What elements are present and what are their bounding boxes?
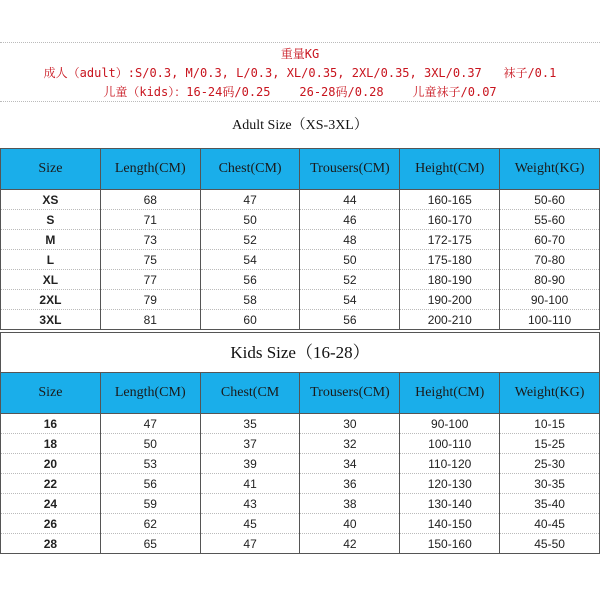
header-row [1,373,600,414]
table-cell: 30-35 [500,474,600,494]
column-header: Trousers(CM) [300,149,400,190]
weight-notes-kids: 儿童（kids）：16-24码/0.25 26-28码/0.28 儿童袜子/0.07 [103,85,497,99]
column-header: Chest(CM) [200,149,300,190]
table-cell: 80-90 [500,270,600,290]
table-cell: 59 [100,494,200,514]
table-cell: 54 [200,250,300,270]
table-cell: 43 [200,494,300,514]
table-cell: 46 [300,210,400,230]
table-row [1,474,600,494]
kids-size-table [0,372,600,554]
table-cell: 10-15 [500,414,600,434]
weight-notes [0,42,600,102]
table-cell: 58 [200,290,300,310]
table-cell: 53 [100,454,200,474]
table-cell: 45 [200,514,300,534]
table-cell: 77 [100,270,200,290]
column-header: Length(CM) [100,149,200,190]
table-row [1,250,600,270]
table-cell: 130-140 [400,494,500,514]
table-cell: 160-165 [400,190,500,210]
table-cell: 50-60 [500,190,600,210]
table-cell: 50 [300,250,400,270]
size-cell: 24 [1,494,101,514]
table-cell: 34 [300,454,400,474]
kids-size-title: Kids Size（16-28） [0,332,600,372]
table-cell: 90-100 [500,290,600,310]
table-cell: 56 [200,270,300,290]
table-cell: 15-25 [500,434,600,454]
table-cell: 180-190 [400,270,500,290]
table-row [1,190,600,210]
table-row [1,310,600,330]
table-cell: 41 [200,474,300,494]
table-cell: 60 [200,310,300,330]
table-cell: 175-180 [400,250,500,270]
size-cell: L [1,250,101,270]
table-cell: 44 [300,190,400,210]
table-cell: 100-110 [400,434,500,454]
column-header: Weight(KG) [500,149,600,190]
table-cell: 32 [300,434,400,454]
table-cell: 35-40 [500,494,600,514]
table-cell: 47 [100,414,200,434]
table-row [1,534,600,554]
table-cell: 40-45 [500,514,600,534]
table-cell: 54 [300,290,400,310]
table-cell: 100-110 [500,310,600,330]
table-cell: 45-50 [500,534,600,554]
column-header: Length(CM) [100,373,200,414]
size-cell: 22 [1,474,101,494]
column-header: Size [1,149,101,190]
column-header: Height(CM) [400,149,500,190]
size-cell: M [1,230,101,250]
table-cell: 62 [100,514,200,534]
adult-size-table [0,148,600,330]
table-row [1,434,600,454]
table-cell: 73 [100,230,200,250]
table-row [1,414,600,434]
table-cell: 75 [100,250,200,270]
table-row [1,454,600,474]
column-header: Height(CM) [400,373,500,414]
table-cell: 160-170 [400,210,500,230]
weight-notes-adult: 成人（adult）:S/0.3, M/0.3, L/0.3, XL/0.35, 2XL/0.35, 3XL/0.37 袜子/0.1 [43,66,557,80]
table-cell: 90-100 [400,414,500,434]
table-cell: 38 [300,494,400,514]
size-cell: 20 [1,454,101,474]
size-cell: 16 [1,414,101,434]
size-cell: XL [1,270,101,290]
table-cell: 35 [200,414,300,434]
table-cell: 47 [200,190,300,210]
table-cell: 39 [200,454,300,474]
table-row [1,230,600,250]
column-header: Chest(CM [200,373,300,414]
table-row [1,514,600,534]
table-cell: 52 [200,230,300,250]
table-cell: 65 [100,534,200,554]
size-cell: S [1,210,101,230]
header-row [1,149,600,190]
table-cell: 52 [300,270,400,290]
table-cell: 140-150 [400,514,500,534]
column-header: Weight(KG) [500,373,600,414]
size-cell: 18 [1,434,101,454]
table-cell: 70-80 [500,250,600,270]
adult-size-title: Adult Size（XS-3XL） [232,118,368,133]
table-cell: 50 [100,434,200,454]
table-cell: 36 [300,474,400,494]
table-cell: 60-70 [500,230,600,250]
table-cell: 56 [300,310,400,330]
table-cell: 40 [300,514,400,534]
table-cell: 79 [100,290,200,310]
table-cell: 47 [200,534,300,554]
table-row [1,494,600,514]
table-row [1,290,600,310]
table-cell: 81 [100,310,200,330]
table-cell: 120-130 [400,474,500,494]
size-cell: 26 [1,514,101,534]
table-cell: 56 [100,474,200,494]
table-cell: 110-120 [400,454,500,474]
size-cell: 2XL [1,290,101,310]
column-header: Size [1,373,101,414]
table-cell: 50 [200,210,300,230]
table-cell: 55-60 [500,210,600,230]
table-cell: 190-200 [400,290,500,310]
size-cell: 3XL [1,310,101,330]
weight-notes-heading: 重量KG [280,47,320,61]
table-cell: 48 [300,230,400,250]
table-cell: 42 [300,534,400,554]
table-cell: 25-30 [500,454,600,474]
table-row [1,270,600,290]
table-cell: 68 [100,190,200,210]
table-cell: 200-210 [400,310,500,330]
table-cell: 30 [300,414,400,434]
size-cell: 28 [1,534,101,554]
table-cell: 37 [200,434,300,454]
table-cell: 71 [100,210,200,230]
table-cell: 150-160 [400,534,500,554]
table-row [1,210,600,230]
size-cell: XS [1,190,101,210]
table-cell: 172-175 [400,230,500,250]
column-header: Trousers(CM) [300,373,400,414]
